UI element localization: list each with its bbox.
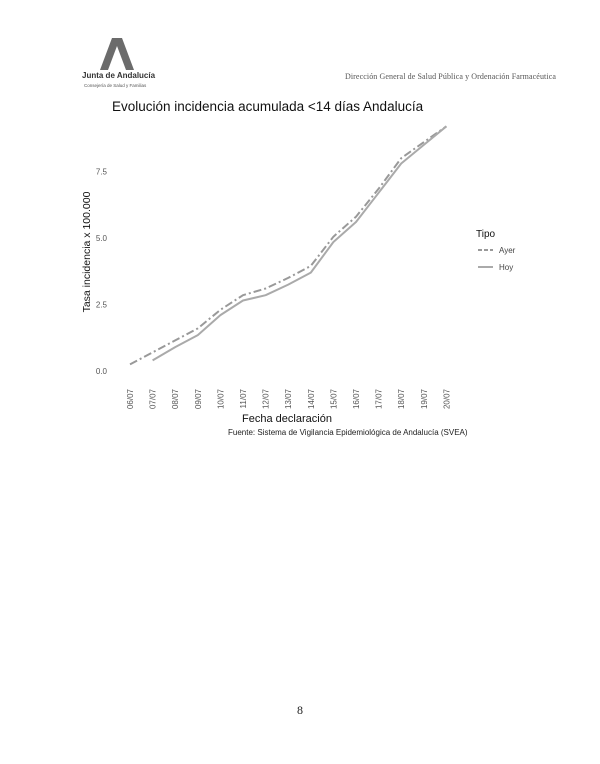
x-tick-label: 12/07 bbox=[261, 389, 271, 410]
legend-label-ayer: Ayer bbox=[499, 246, 516, 255]
series-line-hoy bbox=[153, 126, 447, 360]
x-tick-label: 09/07 bbox=[193, 389, 203, 410]
legend-label-hoy: Hoy bbox=[499, 263, 514, 272]
x-tick-label: 08/07 bbox=[171, 389, 181, 410]
y-tick-label: 2.5 bbox=[95, 300, 107, 310]
x-tick-label: 10/07 bbox=[216, 389, 226, 410]
x-tick-label: 20/07 bbox=[442, 389, 452, 410]
x-tick-label: 11/07 bbox=[239, 389, 248, 409]
department-name: Dirección General de Salud Pública y Ordenación Farmacéutica bbox=[344, 72, 556, 81]
x-tick-label: 15/07 bbox=[329, 389, 339, 410]
x-tick-label: 07/07 bbox=[148, 389, 158, 410]
chart-caption: Fuente: Sistema de Vigilancia Epidemiológica de Andalucía (SVEA) bbox=[228, 428, 468, 437]
chart-title: Evolución incidencia acumulada <14 días Andalucía bbox=[112, 99, 424, 114]
page-number: 8 bbox=[297, 703, 303, 717]
logo-subtitle: Consejería de Salud y Familias bbox=[84, 83, 147, 88]
series-line-ayer bbox=[130, 126, 446, 364]
x-tick-label: 06/07 bbox=[126, 389, 135, 410]
y-tick-label: 0.0 bbox=[95, 367, 107, 376]
logo-name: Junta de Andalucía bbox=[82, 71, 156, 80]
y-tick-label: 5.0 bbox=[95, 234, 107, 243]
x-tick-label: 16/07 bbox=[352, 389, 361, 410]
x-tick-label: 17/07 bbox=[374, 389, 384, 410]
y-axis-label: Tasa incidencia x 100.000 bbox=[81, 191, 93, 313]
x-tick-label: 13/07 bbox=[284, 389, 294, 410]
legend-title: Tipo bbox=[476, 229, 496, 240]
x-tick-label: 18/07 bbox=[397, 389, 407, 410]
x-tick-label: 19/07 bbox=[419, 389, 429, 410]
y-tick-label: 7.5 bbox=[95, 167, 107, 177]
x-tick-label: 14/07 bbox=[306, 389, 316, 410]
x-axis-label: Fecha declaración bbox=[242, 413, 332, 425]
